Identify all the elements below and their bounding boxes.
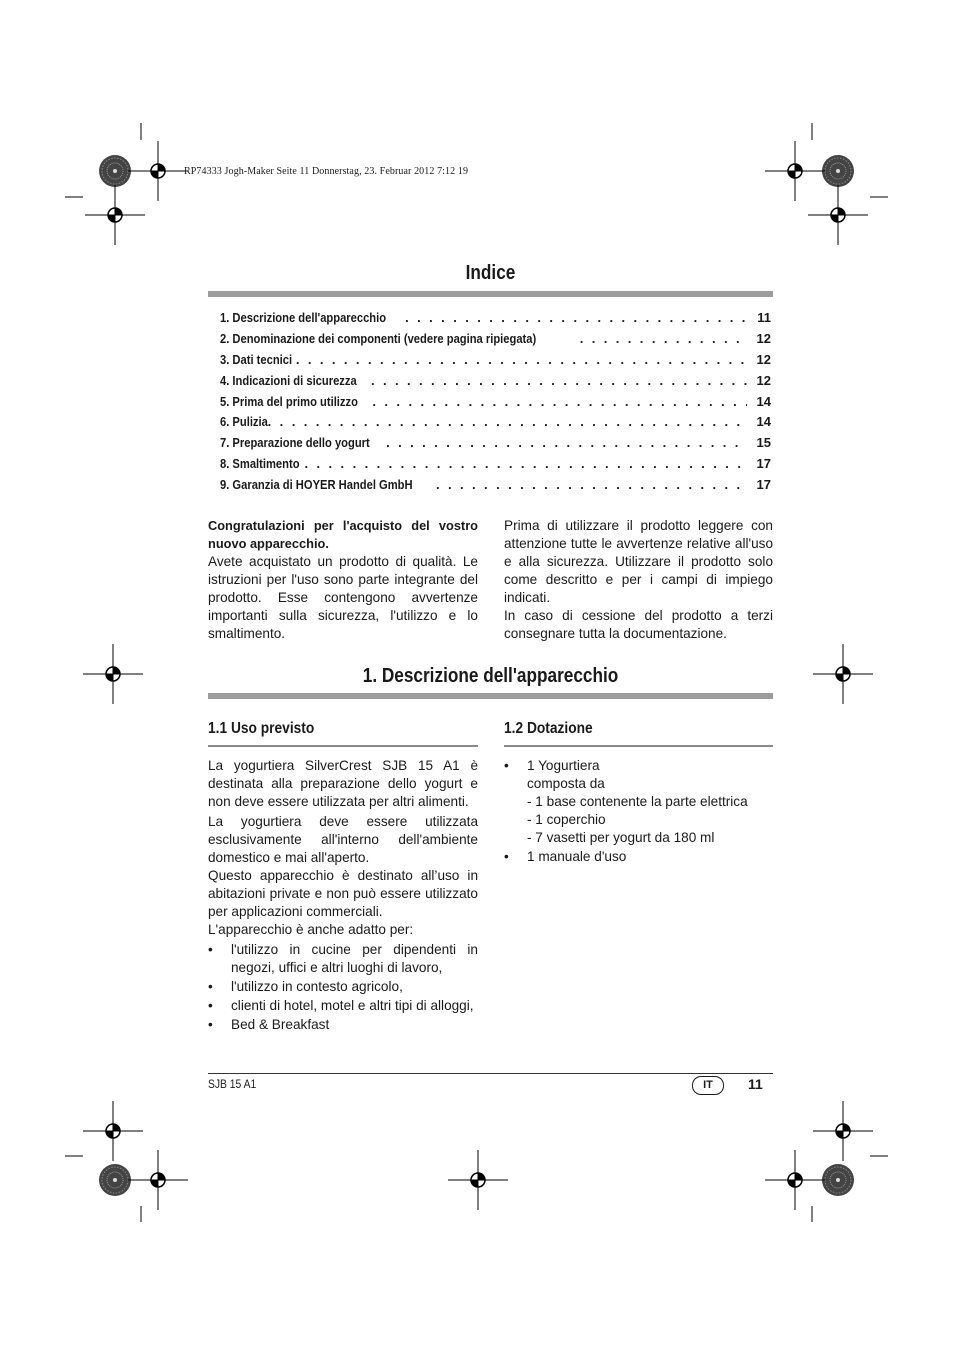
contents-list [504, 757, 773, 866]
intro-right-p1: Prima di utilizzare il prodotto leggere con attenzione tutte le avvertenze relative all'uso e alla sicurezza. Utilizzare il prodotto solo come descritto e per i campi di impiego indicati. [504, 518, 773, 605]
intro-left-column [208, 517, 478, 643]
toc-entry[interactable]: 2. Denominazione dei componenti (vedere pagina ripiegata) . . . 12 [220, 331, 773, 352]
toc-entry[interactable]: 7. Preparazione dello yogurt . . . 15 [220, 435, 773, 456]
subsection-rule [504, 745, 773, 747]
list-item: • Bed & Breakfast [208, 1016, 478, 1034]
index-title: Indice [465, 262, 516, 284]
toc-entry[interactable]: 5. Prima del primo utilizzo . . . 14 [220, 394, 773, 415]
language-badge: IT [692, 1076, 724, 1095]
table-of-contents [220, 310, 773, 498]
index-rule [208, 291, 773, 297]
print-info: RP74333 Jogh-Maker Seite 11 Donnerstag, 23. Februar 2012 7:12 19 [184, 166, 469, 177]
uso-previsto-body: La yogurtiera SilverCrest SJB 15 A1 è destinata alla preparazione dello yogurt e non deve essere utilizzata per altri alimenti. La yogurtiera deve essere utilizzata esclusivamente all'interno dell'ambiente domestico e mai all'aperto. Questo apparecchio è destinato all’uso in abitazioni private e non può essere utilizzato per applicazioni commerciali. L'apparecchio è anche adatto per: • l'utilizzo in cucine per dipendenti in negozi, uffici e altri luoghi di lavoro, • l'utilizzo in contesto agricolo, • clienti di hotel, motel e altri tipi di alloggi, • Bed & Breakfast [208, 757, 478, 1034]
toc-entry[interactable]: 6. Pulizia . . . 14 [220, 414, 773, 435]
subsection-heading-1-2: 1.2 Dotazione [504, 720, 593, 737]
toc-entry[interactable]: 1. Descrizione dell'apparecchio . . . 11 [220, 310, 773, 331]
toc-entry[interactable]: 8. Smaltimento . . . 17 [220, 456, 773, 477]
list-item: • 1 manuale d'uso [504, 848, 773, 866]
toc-entry[interactable]: 9. Garanzia di HOYER Handel GmbH . . . 17 [220, 477, 773, 498]
dotazione-body [504, 757, 773, 866]
footer-model: SJB 15 A1 [208, 1077, 257, 1091]
subsection-rule [208, 745, 478, 747]
intro-right-p2: In caso di cessione del prodotto a terzi consegnare tutta la documentazione. [504, 608, 773, 641]
intro-left-text: Avete acquistato un prodotto di qualità. Le istruzioni per l'uso sono parte integrante del prodotto. Esse contengono avvertenze importanti sulla sicurezza, l'utilizzo e lo smaltimento. [208, 554, 478, 641]
subsection-heading-1-1: 1.1 Uso previsto [208, 720, 315, 737]
footer-rule [208, 1073, 773, 1074]
list-item: • 1 Yogurtiera composta da - 1 base contenente la parte elettrica - 1 coperchio - 7 vasetti per yogurt da 180 ml [504, 757, 773, 847]
list-item: • clienti di hotel, motel e altri tipi di alloggi, [208, 997, 478, 1015]
section-rule [208, 693, 773, 699]
list-item: • l'utilizzo in contesto agricolo, [208, 978, 478, 996]
usage-list [208, 941, 478, 1034]
page-number: 11 [748, 1076, 763, 1092]
section-title: 1. Descrizione dell'apparecchio [362, 665, 619, 687]
toc-entry[interactable]: 4. Indicazioni di sicurezza . . . 12 [220, 373, 773, 394]
toc-entry[interactable]: 3. Dati tecnici . . . 12 [220, 352, 773, 373]
list-item: • l'utilizzo in cucine per dipendenti in negozi, uffici e altri luoghi di lavoro, [208, 941, 478, 977]
intro-right-column [504, 517, 773, 643]
intro-congrats: Congratulazioni per l'acquisto del vostro nuovo apparecchio. [208, 518, 478, 551]
